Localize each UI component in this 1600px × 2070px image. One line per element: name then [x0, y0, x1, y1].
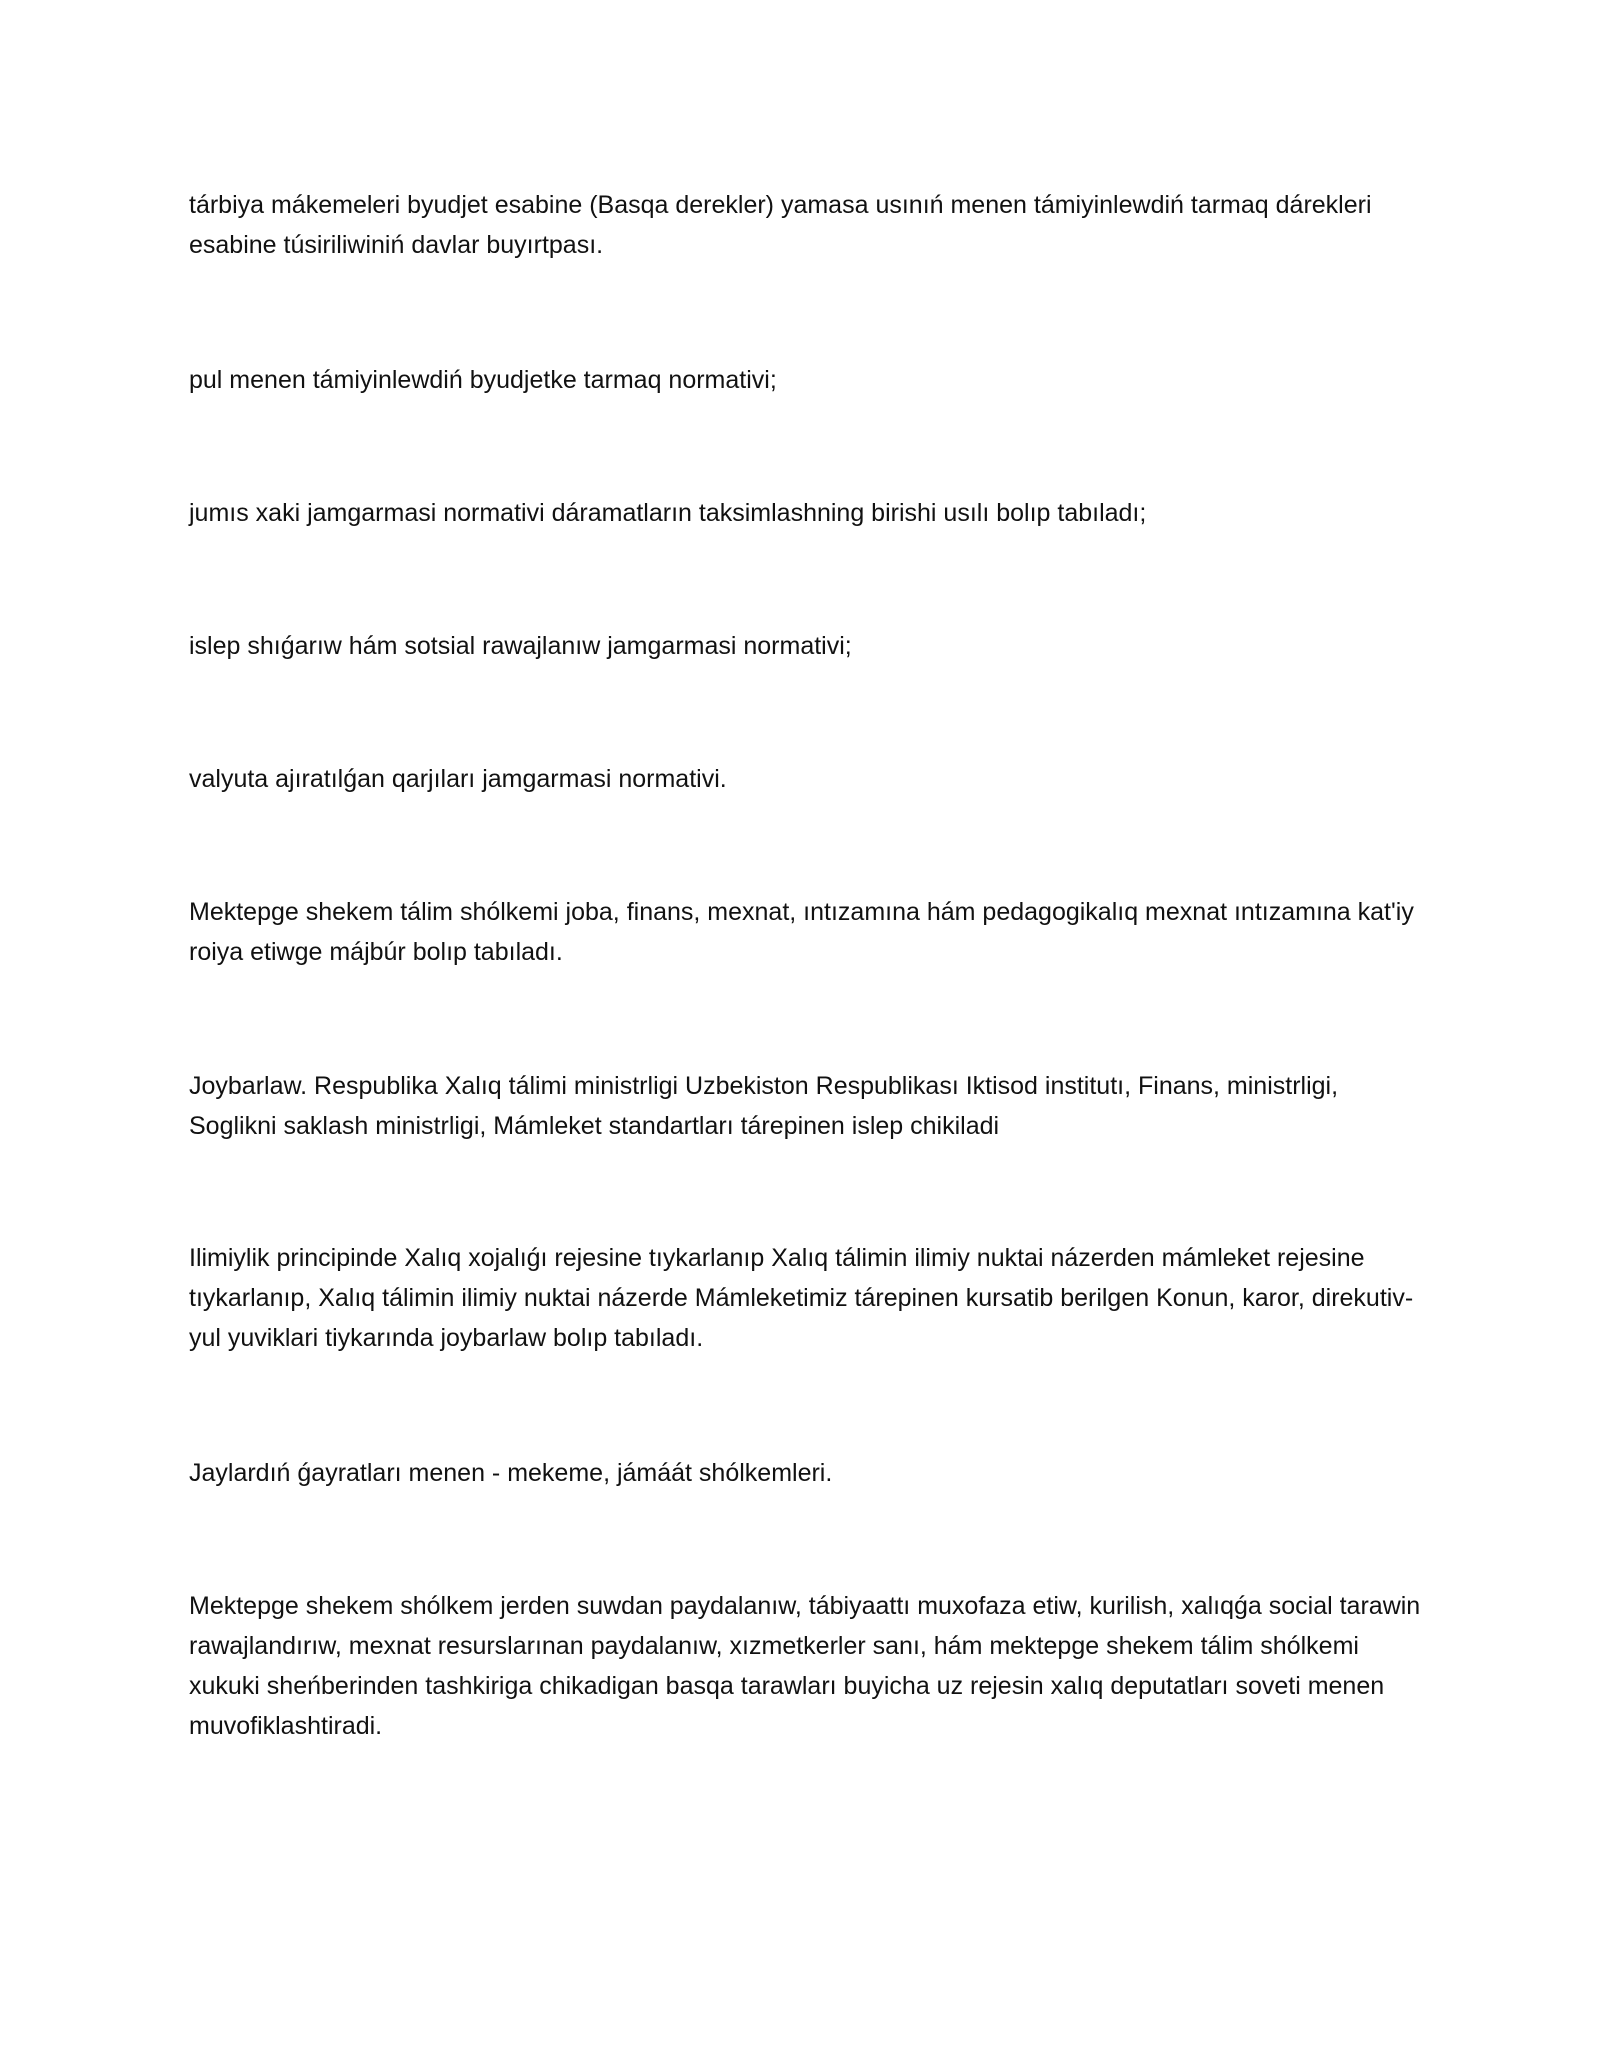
paragraph-currency-fund: valyuta ajıratılǵan qarjıları jamgarmasi normativi. — [189, 765, 727, 793]
paragraph-planning: Joybarlaw. Respublika Xalıq tálimi ministrligi Uzbekiston Respublikası Iktisod institutı, Finans, ministrligi, Soglikni saklash ministrligi, Mámleket standartları tárepinen islep chikiladi — [189, 1072, 1339, 1140]
paragraph-local-initiative: Jaylardıń ǵayratları menen - mekeme, jámáát shólkemleri. — [189, 1459, 833, 1487]
paragraph-funding-normative: pul menen támiyinlewdiń byudjetke tarmaq normativi; — [189, 366, 777, 394]
paragraph-production-fund: islep shıǵarıw hám sotsial rawajlanıw jamgarmasi normativi; — [189, 632, 852, 660]
paragraph-budget-order: tárbiya mákemeleri byudjet esabine (Basqa derekler) yamasa usınıń menen támiyinlewdiń tarmaq dárekleri esabine túsiriliwiniń davlar buyırtpası. — [189, 191, 1372, 259]
paragraph-scientific-principle: Ilimiylik principinde Xalıq xojalıǵı rejesine tıykarlanıp Xalıq tálimin ilimiy nuktai názerden mámleket rejesine tıykarlanıp, Xalıq tálimin ilimiy nuktai názerde Mámleketimiz tárepinen kursatib berilgen Konun, karor, direkutiv-yul yuviklari tiykarında joybarlaw bolıp tabıladı. — [189, 1244, 1414, 1352]
paragraph-wage-fund: jumıs xaki jamgarmasi normativi dáramatların taksimlashning birishi usılı bolıp tabıladı; — [189, 499, 1147, 527]
paragraph-discipline: Mektepge shekem tálim shólkemi joba, finans, mexnat, ıntızamına hám pedagogikalıq mexnat ıntızamına kat'iy roiya etiwge májbúr bolıp tabıladı. — [189, 898, 1414, 966]
paragraph-coordination: Mektepge shekem shólkem jerden suwdan paydalanıw, tábiyaattı muxofaza etiw, kurilish, xalıqǵa social tarawin rawajlandırıw, mexnat resurslarınan paydalanıw, xızmetkerler sanı, hám mektepge shekem tálim shólkemi xukuki sheńberinden tashkiriga chikadigan basqa tarawları buyicha uz rejesin xalıq deputatları soveti menen muvofiklashtiradi. — [189, 1592, 1421, 1740]
